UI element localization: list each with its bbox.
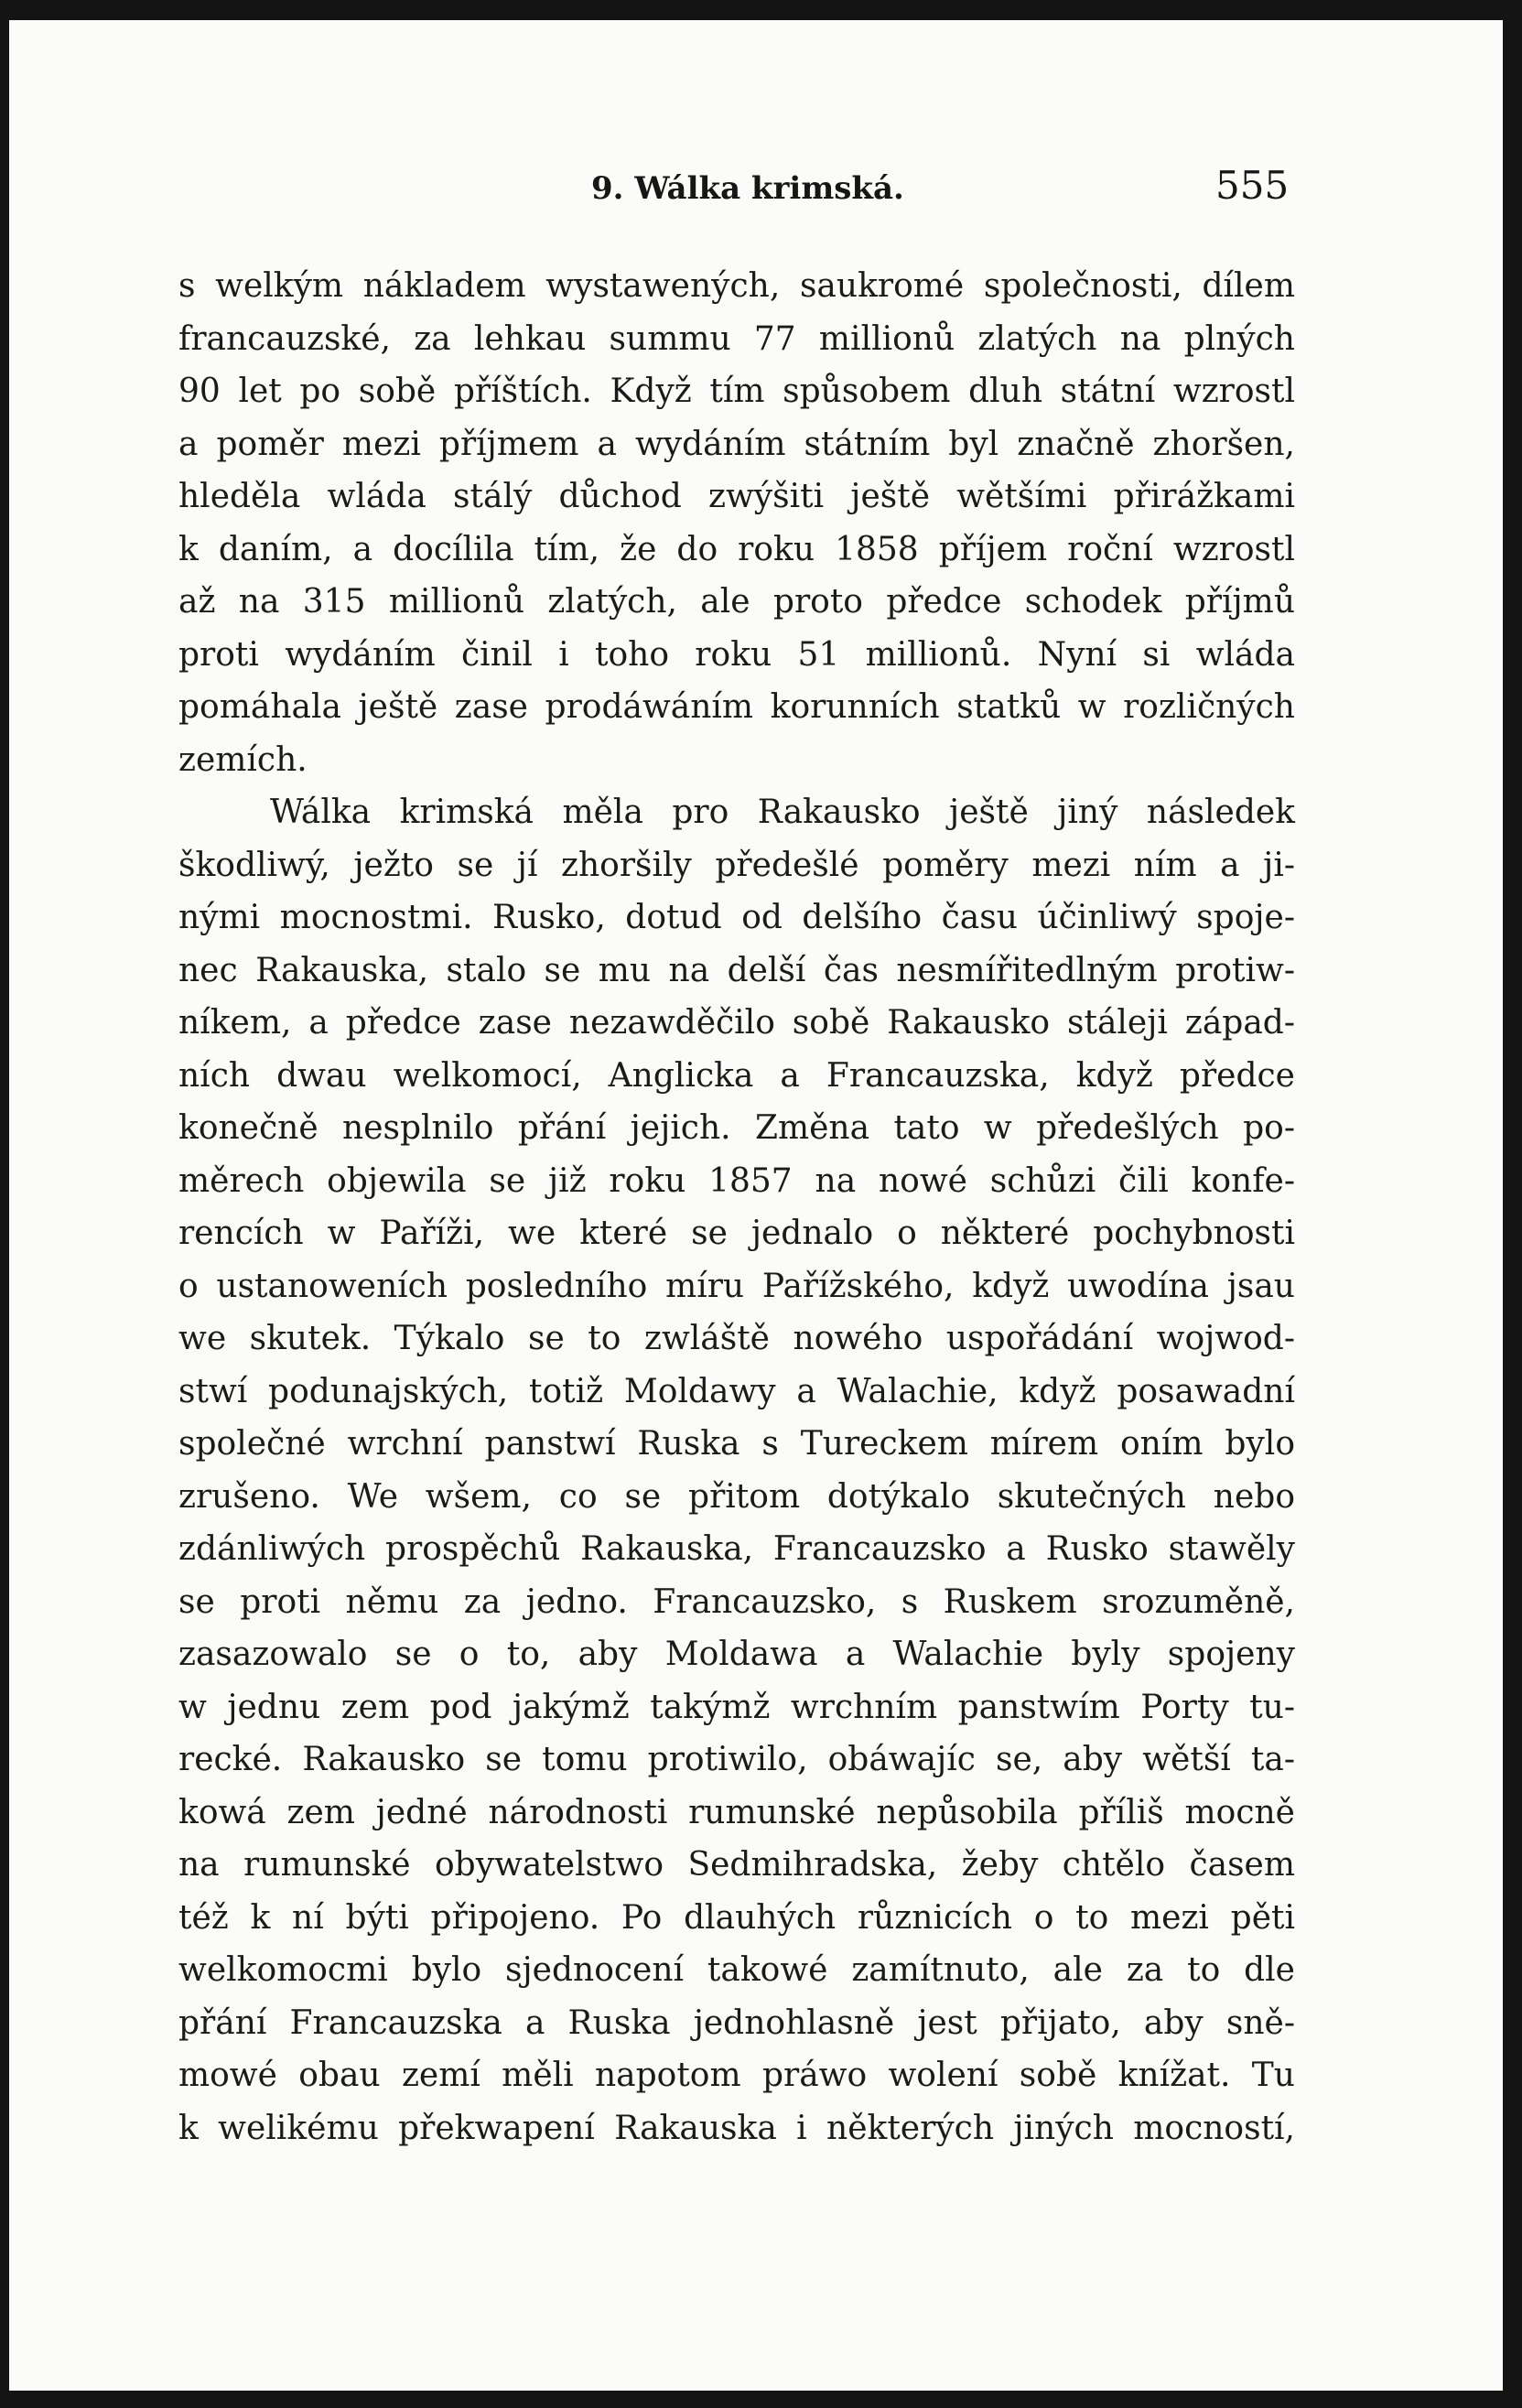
text-line: a poměr mezi příjmem a wydáním státním byl značně zhoršen,	[178, 425, 1295, 463]
text-line: o ustanoweních posledního míru Pařížského, když uwodína jsau	[178, 1267, 1295, 1305]
text-line: škodliwý, ježto se jí zhoršily předešlé poměry mezi ním a ji-	[178, 846, 1295, 884]
text-line: welkomocmi bylo sjednocení takowé zamítnuto, ale za to dle	[178, 1951, 1295, 1989]
text-line: proti wydáním činil i toho roku 51 millionů. Nyní si wláda	[178, 635, 1295, 674]
text-line: též k ní býti připojeno. Po dlauhých různicích o to mezi pěti	[178, 1898, 1295, 1937]
text-line: konečně nesplnilo přání jejich. Změna tato w předešlých po-	[178, 1109, 1295, 1147]
text-line: we skutek. Týkalo se to zwláště nowého uspořádání wojwod-	[178, 1320, 1295, 1357]
text-line: zasazowalo se o to, aby Moldawa a Walachie byly spojeny	[178, 1636, 1295, 1673]
book-page	[9, 20, 1503, 2391]
text-line: recké. Rakausko se tomu protiwilo, obáwajíc se, aby wětší ta-	[178, 1741, 1295, 1778]
text-line: nými mocnostmi. Rusko, dotud od delšího času účinliwý spoje-	[178, 899, 1295, 936]
running-title: 9. Wálka krimská.	[591, 170, 904, 207]
text-line: zemích.	[178, 740, 308, 779]
text-line: až na 315 millionů zlatých, ale proto předce schodek příjmů	[178, 583, 1295, 621]
text-line: zrušeno. We wšem, co se přitom dotýkalo skutečných nebo	[178, 1477, 1295, 1516]
text-line: stwí podunajských, totiž Moldawy a Walachie, když posawadní	[178, 1372, 1295, 1410]
text-line: nec Rakauska, stalo se mu na delší čas nesmířitedlným protiw-	[178, 951, 1295, 989]
page-header	[9, 159, 1503, 214]
text-line: w jednu zem pod jakýmž takýmž wrchním panstwím Porty tu-	[178, 1688, 1295, 1726]
text-line: ních dwau welkomocí, Anglicka a Francauzska, když předce	[178, 1056, 1295, 1095]
text-line: 90 let po sobě příštích. Když tím spůsobem dluh státní wzrostl	[178, 373, 1295, 410]
text-line: rencích w Paříži, we které se jednalo o některé pochybnosti	[178, 1215, 1295, 1252]
text-line: francauzské, za lehkau summu 77 millionů zlatých na plných	[178, 319, 1295, 358]
page-number: 555	[1215, 163, 1290, 208]
text-line: na rumunské obywatelstwo Sedmihradska, žeby chtělo časem	[178, 1846, 1295, 1884]
body-text	[178, 260, 1295, 2154]
text-line: hleděla wláda stálý důchod zwýšiti ještě wětšími přirážkami	[178, 478, 1295, 515]
text-line: k welikému překwapení Rakauska i některých jiných mocností,	[178, 2109, 1295, 2147]
text-line: měrech objewila se již roku 1857 na nowé schůzi čili konfe-	[178, 1161, 1295, 1200]
text-line: s welkým nákladem wystawených, saukromé společnosti, dílem	[178, 267, 1295, 305]
text-line: níkem, a předce zase nezawděčilo sobě Rakausko stáleji západ-	[178, 1004, 1295, 1042]
text-line: pomáhala ještě zase prodáwáním korunních statků w rozličných	[178, 688, 1295, 726]
text-line: mowé obau zemí měli napotom práwo wolení sobě knížat. Tu	[178, 2057, 1295, 2094]
text-line: společné wrchní panstwí Ruska s Tureckem mírem oním bylo	[178, 1425, 1295, 1463]
text-line: zdánliwých prospěchů Rakauska, Francauzsko a Rusko stawěly	[178, 1530, 1295, 1568]
text-line: kowá zem jedné národnosti rumunské nepůsobila příliš mocně	[178, 1793, 1295, 1831]
text-line: přání Francauzska a Ruska jednohlasně jest přijato, aby sně-	[178, 2003, 1295, 2042]
text-line: se proti němu za jedno. Francauzsko, s Ruskem srozuměně,	[178, 1582, 1295, 1621]
text-line: k daním, a docílila tím, že do roku 1858 příjem roční wzrostl	[178, 530, 1295, 568]
paragraph-start-line: Wálka krimská měla pro Rakausko ještě jiný následek	[270, 794, 1295, 831]
